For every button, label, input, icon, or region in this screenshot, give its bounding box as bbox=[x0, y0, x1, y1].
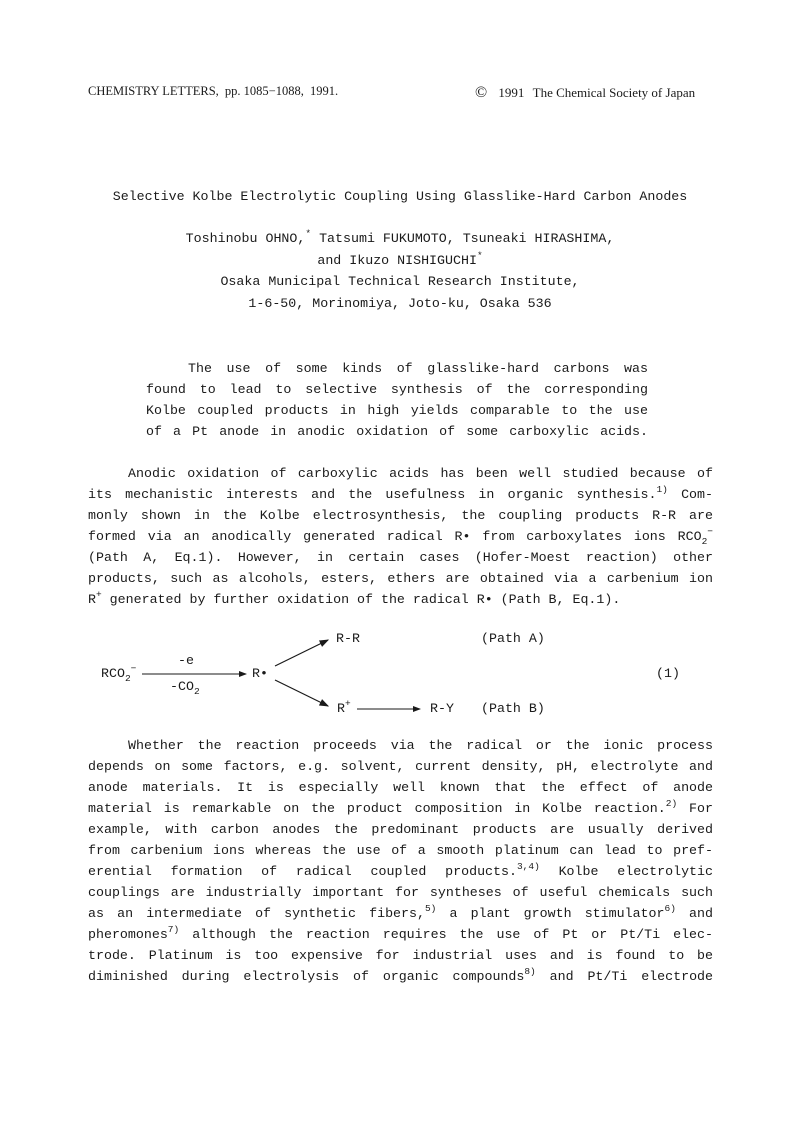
page-range: pp. 1085−1088, bbox=[224, 84, 304, 98]
subscript: 2 bbox=[701, 536, 708, 547]
para1-line: (Path A, Eq.1). However, in certain cases (Hofer-Moest reaction) other bbox=[88, 550, 713, 565]
citation-ref: 3,4) bbox=[516, 861, 540, 872]
author-list: Tatsumi FUKUMOTO, Tsuneaki HIRASHIMA, bbox=[319, 231, 615, 246]
para2-line: from carbenium ions whereas the use of a smooth platinum can lead to pref- bbox=[88, 843, 713, 858]
copyright-icon: © bbox=[475, 84, 488, 101]
superscript: + bbox=[95, 589, 102, 600]
para1-line: products, such as alcohols, esters, ethers are obtained via a carbenium ion bbox=[88, 571, 713, 586]
para2-line: Whether the reaction proceeds via the radical or the ionic process bbox=[128, 738, 713, 753]
reactant-carboxylate bbox=[101, 663, 137, 684]
text-run: RCO bbox=[101, 666, 125, 681]
text-run: and Pt/Ti electrode bbox=[549, 969, 714, 984]
para2-line: example, with carbon anodes the predominant products are usually derived bbox=[88, 822, 713, 837]
para2-line: trode. Platinum is too expensive for industrial uses and is found to be bbox=[88, 948, 713, 963]
text-run: Kolbe electrolytic bbox=[558, 864, 713, 879]
text-run: generated by further oxidation of the radical R• (Path B, Eq.1). bbox=[101, 592, 621, 607]
text-run: -CO bbox=[170, 679, 194, 694]
abstract-line: found to lead to selective synthesis of the corresponding bbox=[146, 382, 648, 397]
text-run: formed via an anodically generated radical R• from carboxylates ions RCO bbox=[88, 529, 702, 544]
radical-intermediate: R• bbox=[252, 666, 268, 681]
corresponding-asterisk: * bbox=[476, 250, 483, 261]
para1-line: Anodic oxidation of carboxylic acids has been well studied because of bbox=[128, 466, 713, 481]
para2-line: couplings are industrially important for syntheses of useful chemicals such bbox=[88, 885, 713, 900]
subscript: 2 bbox=[124, 673, 131, 684]
text-run: and bbox=[689, 906, 713, 921]
affiliation-line-2: 1-6-50, Morinomiya, Joto-ku, Osaka 536 bbox=[248, 296, 552, 311]
abstract-line: Kolbe coupled products in high yields comparable to the use bbox=[146, 403, 648, 418]
para2-line: anode materials. It is especially well known that the effect of anode bbox=[88, 780, 713, 795]
abstract-line: of a Pt anode in anodic oxidation of some carboxylic acids. bbox=[146, 424, 648, 439]
carbenium-cation bbox=[337, 698, 351, 716]
citation-ref: 8) bbox=[524, 966, 536, 977]
text-run: R bbox=[337, 701, 345, 716]
text-run: material is remarkable on the product composition in Kolbe reaction. bbox=[88, 801, 666, 816]
subscript: 2 bbox=[193, 686, 200, 697]
superscript: + bbox=[344, 698, 351, 709]
text-run: R bbox=[88, 592, 96, 607]
product-ry: R-Y bbox=[430, 701, 454, 716]
text-run: a plant growth stimulator bbox=[449, 906, 665, 921]
superscript: − bbox=[707, 526, 713, 537]
text-run: pheromones bbox=[88, 927, 168, 942]
para2-line: depends on some factors, e.g. solvent, current density, pH, electrolyte and bbox=[88, 759, 713, 774]
para2-line bbox=[88, 861, 713, 882]
path-b-arrow bbox=[275, 680, 328, 706]
below-arrow-label bbox=[170, 679, 200, 697]
superscript: − bbox=[130, 663, 137, 674]
path-a-label: (Path A) bbox=[481, 631, 545, 646]
publisher: The Chemical Society of Japan bbox=[532, 85, 696, 100]
citation-ref: 7) bbox=[167, 924, 180, 935]
paper-title: Selective Kolbe Electrolytic Coupling Using Glasslike-Hard Carbon Anodes bbox=[112, 189, 688, 204]
corresponding-asterisk: * bbox=[305, 228, 312, 239]
text-run: erential formation of radical coupled products. bbox=[88, 864, 517, 879]
copyright-year: 1991 bbox=[498, 85, 525, 100]
path-b-label: (Path B) bbox=[481, 701, 545, 716]
text-run: as an intermediate of synthetic fibers, bbox=[88, 906, 425, 921]
para2-line bbox=[88, 924, 713, 945]
text-run: diminished during electrolysis of organic compounds bbox=[88, 969, 525, 984]
citation-ref: 1) bbox=[656, 484, 668, 495]
path-a-arrow bbox=[275, 640, 328, 666]
author-nishiguchi: and Ikuzo NISHIGUCHI bbox=[317, 253, 477, 268]
text-run: its mechanistic interests and the usefulness in organic synthesis. bbox=[88, 487, 657, 502]
text-run: For bbox=[689, 801, 713, 816]
journal-name: CHEMISTRY LETTERS, bbox=[88, 84, 219, 98]
para2-line bbox=[88, 798, 713, 819]
equation-number: (1) bbox=[656, 666, 680, 681]
abstract-line: The use of some kinds of glasslike-hard carbons was bbox=[188, 361, 648, 376]
author-ohno: Toshinobu OHNO, bbox=[185, 231, 306, 246]
above-arrow-label: -e bbox=[178, 653, 194, 668]
publication-year: 1991. bbox=[309, 84, 339, 98]
citation-ref: 5) bbox=[424, 903, 437, 914]
text-run: although the reaction requires the use of Pt or Pt/Ti elec- bbox=[192, 927, 713, 942]
text-run: Com- bbox=[681, 487, 713, 502]
para1-line: monly shown in the Kolbe electrosynthesis, the coupling products R-R are bbox=[88, 508, 713, 523]
citation-ref: 2) bbox=[665, 798, 678, 809]
para2-line bbox=[88, 903, 713, 924]
para2-line bbox=[88, 966, 713, 987]
affiliation-line-1: Osaka Municipal Technical Research Institute, bbox=[220, 274, 580, 289]
citation-ref: 6) bbox=[664, 903, 676, 914]
product-rr: R-R bbox=[336, 631, 360, 646]
